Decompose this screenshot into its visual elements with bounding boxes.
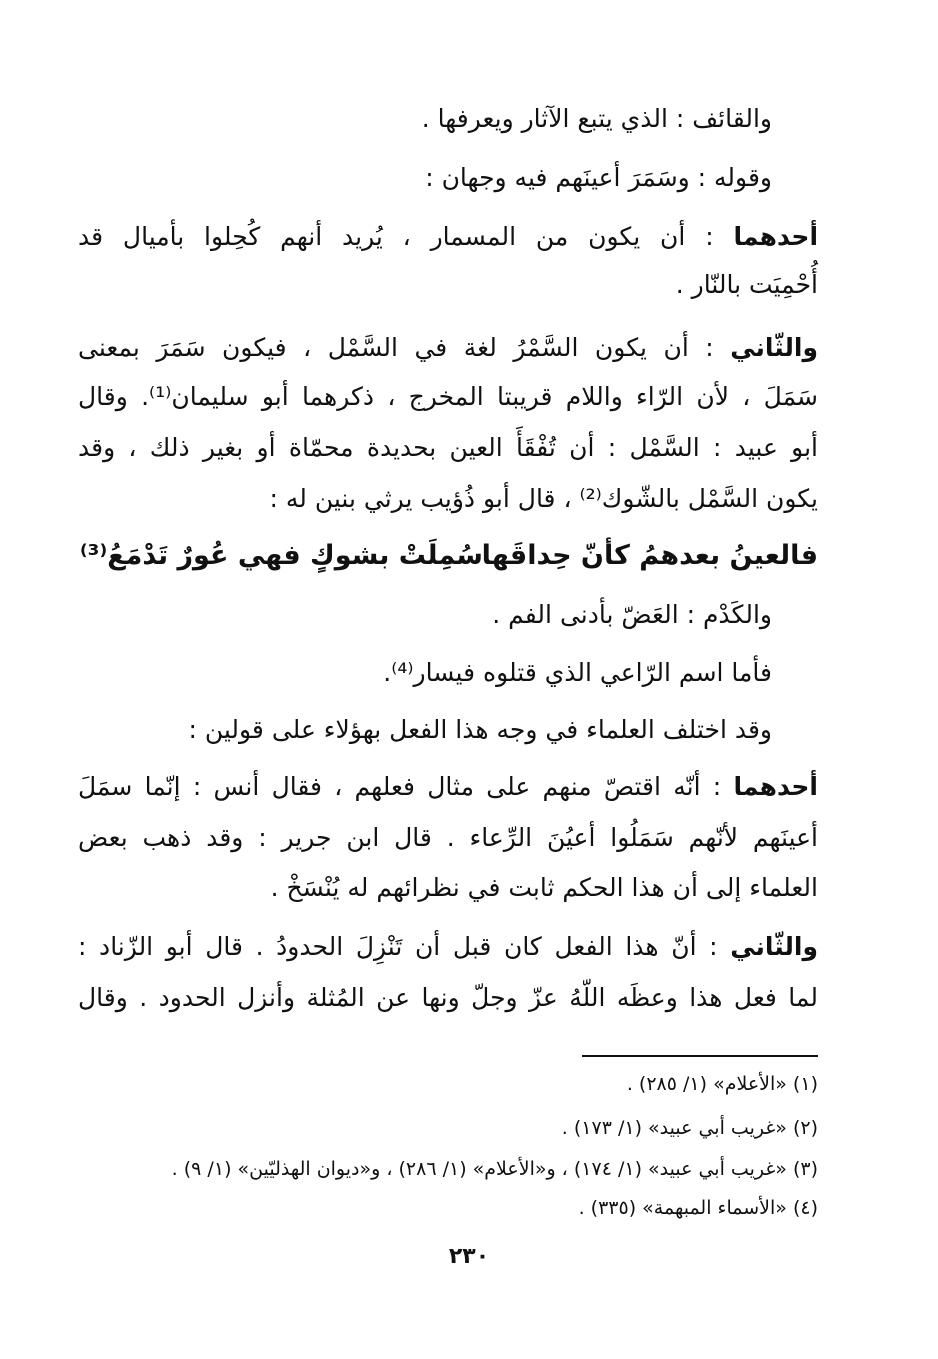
verse-hemistich-left: سُمِلَتْ بشوكٍ فهي عُورٌ تَدْمَعُ⁽³⁾	[79, 540, 483, 571]
paragraph-line	[78, 333, 818, 362]
verse-hemistich-right: فالعينُ بعدهمُ كأنّ حِداقَها	[481, 540, 818, 571]
paragraph-line: سَمَلَ ، لأن الرّاء واللام قريبتا المخرج ، ذكرهما أبو سليمان⁽¹⁾. وقال	[78, 382, 818, 411]
term-label: أحدهما	[733, 772, 818, 801]
paragraph-line	[78, 772, 818, 801]
paragraph-text: : أنّ هذا الفعل كان قبل أن تَنْزِلَ الحدودُ . قال أبو الزّناد :	[78, 932, 718, 961]
page-number: ٢٣٠	[448, 1244, 490, 1269]
footnote: (١) «الأعلام» (١/ ٢٨٥) .	[626, 1073, 818, 1095]
paragraph-line: وقوله : وسَمَرَ أعينَهم فيه وجهان :	[425, 163, 772, 192]
paragraph-line: أعينَهم لأنّهم سَمَلُوا أعيُنَ الرِّعاء . قال ابن جرير : وقد ذهب بعض	[78, 823, 818, 852]
paragraph-line: يكون السَّمْل بالشّوك⁽²⁾ ، قال أبو ذُؤيب يرثي بنين له :	[269, 484, 818, 513]
paragraph-line: لما فعل هذا وعظَه اللّهُ عزّ وجلّ ونها عن المُثلة وأنزل الحدود . وقال	[78, 983, 818, 1012]
paragraph-line: فأما اسم الرّاعي الذي قتلوه فيسار⁽⁴⁾.	[383, 658, 772, 687]
paragraph-line	[78, 932, 818, 961]
footnote: (٤) «الأسماء المبهمة» (٣٣٥) .	[578, 1197, 818, 1219]
term-label: والثّاني	[730, 333, 818, 362]
footnote-separator	[582, 1055, 818, 1057]
paragraph-line: العلماء إلى أن هذا الحكم ثابت في نظرائهم له يُنْسَخْ .	[270, 873, 818, 902]
paragraph-text: أن يكون من المسمار ، يُريد أنهم كُحِلوا بأميال قد	[78, 222, 686, 251]
term-label: أحدهما	[733, 222, 819, 251]
paragraph-text: : أن يكون السَّمْرُ لغة في السَّمْل ، فيكون سَمَرَ بمعنى	[78, 333, 714, 362]
paragraph-line: وقد اختلف العلماء في وجه هذا الفعل بهؤلاء على قولين :	[188, 715, 772, 744]
paragraph-text: : أنّه اقتصّ منهم على مثال فعلهم ، فقال أنس : إنّما سمَلَ	[78, 772, 722, 801]
paragraph-line: والقائف : الذي يتبع الآثار ويعرفها .	[421, 104, 772, 133]
paragraph-line: أُحْمِيَت بالنّار .	[675, 270, 818, 299]
footnote: (٢) «غريب أبي عبيد» (١/ ١٧٣) .	[561, 1117, 818, 1139]
paragraph-line: أبو عبيد : السَّمْل : أن تُفْقَأَ العين بحديدة محمّاة أو بغير ذلك ، وقد	[78, 433, 818, 462]
paragraph-line: أحدهما : أن يكون من المسمار ، يُريد أنهم كُحِلوا بأميال قد	[78, 222, 819, 251]
term-label: والثّاني	[730, 932, 818, 961]
footnote: (٣) «غريب أبي عبيد» (١/ ١٧٤) ، و«الأعلام» (١/ ٢٨٦) ، و«ديوان الهذليّين» (١/ ٩) .	[171, 1158, 818, 1180]
paragraph-line: والكَدْم : العَضّ بأدنى الفم .	[492, 600, 772, 629]
